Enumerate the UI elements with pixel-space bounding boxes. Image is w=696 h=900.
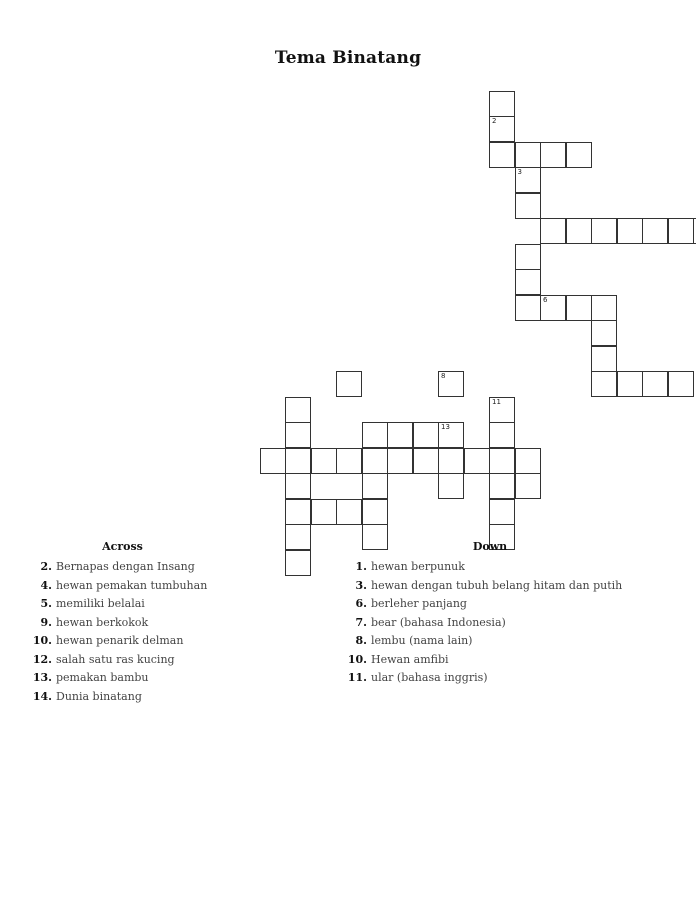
clue-number-label: 10. [32, 634, 52, 647]
clue-text: memiliki belalai [56, 597, 145, 610]
grid-cell[interactable] [515, 473, 541, 499]
clue-number: 6 [543, 295, 548, 304]
across-clue [30, 632, 240, 651]
clue-text: hewan berpunuk [371, 560, 465, 573]
clue-number-label: 8. [355, 634, 367, 647]
clue-number: 2 [492, 117, 497, 125]
clue-number: 13 [441, 423, 450, 431]
grid-cell[interactable] [515, 244, 541, 270]
grid-cell[interactable] [362, 448, 388, 474]
clue-number: 11 [492, 397, 501, 406]
grid-cell[interactable] [489, 499, 515, 525]
clue-text: pemakan bambu [56, 671, 149, 684]
clue-number-label: 14. [32, 689, 52, 703]
grid-cell[interactable] [285, 550, 311, 576]
grid-cell[interactable] [515, 193, 541, 219]
clue-number-label: 9. [40, 615, 52, 629]
grid-cell[interactable] [591, 320, 617, 346]
grid-cell[interactable] [285, 448, 311, 474]
clue-text: berleher panjang [371, 597, 467, 610]
down-clue [345, 595, 645, 614]
clue-number-label: 1. [355, 560, 367, 573]
grid-cell[interactable] [642, 371, 668, 397]
across-clue [30, 614, 240, 633]
grid-cell[interactable] [413, 448, 439, 474]
across-clue [30, 651, 240, 670]
across-clue [30, 688, 240, 707]
grid-cell[interactable] [668, 218, 694, 244]
grid-cell[interactable] [489, 116, 515, 142]
down-clue-list [345, 558, 645, 688]
grid-cell[interactable] [438, 448, 464, 474]
grid-cell[interactable] [489, 448, 515, 474]
grid-cell[interactable] [464, 448, 490, 474]
grid-cell[interactable] [566, 142, 592, 168]
grid-cell[interactable] [387, 448, 413, 474]
grid-cell[interactable] [285, 397, 311, 423]
grid-cell[interactable] [336, 499, 362, 525]
grid-cell[interactable] [515, 142, 541, 168]
clue-number-label: 3. [355, 578, 367, 592]
grid-cell[interactable] [515, 269, 541, 295]
across-clue [30, 595, 240, 614]
clue-text: hewan berkokok [56, 615, 149, 629]
down-clue [345, 669, 645, 688]
clue-text: lembu (nama lain) [371, 634, 473, 647]
clue-text: Hewan amfibi [371, 652, 449, 666]
clue-number-label: 13. [32, 671, 52, 684]
grid-cell[interactable] [617, 371, 643, 397]
down-clue [345, 614, 645, 633]
clue-number-label: 7. [355, 615, 367, 629]
down-clue [345, 632, 645, 651]
grid-cell[interactable] [566, 295, 592, 321]
across-clue [30, 669, 240, 688]
grid-cell[interactable] [362, 473, 388, 499]
clue-number-label: 10. [347, 652, 367, 666]
grid-cell[interactable] [311, 499, 337, 525]
grid-cell[interactable] [566, 218, 592, 244]
grid-cell[interactable] [285, 422, 311, 448]
clue-text: ular (bahasa inggris) [371, 671, 488, 684]
grid-cell[interactable] [540, 295, 566, 321]
clue-number-label: 5. [40, 597, 52, 610]
clue-text: Dunia binatang [56, 689, 142, 703]
grid-cell[interactable] [260, 448, 286, 474]
grid-cell[interactable] [362, 422, 388, 448]
grid-cell[interactable] [591, 371, 617, 397]
clue-number-label: 2. [40, 560, 52, 573]
grid-cell[interactable] [642, 218, 668, 244]
across-heading: Across [102, 540, 143, 553]
grid-cell[interactable] [668, 371, 694, 397]
grid-cell[interactable] [540, 142, 566, 168]
clue-number-label: 12. [32, 652, 52, 666]
grid-cell[interactable] [413, 422, 439, 448]
across-clues [30, 540, 240, 706]
puzzle-title: Tema Binatang [274, 48, 422, 68]
grid-cell[interactable] [515, 448, 541, 474]
grid-cell[interactable] [336, 371, 362, 397]
clue-text: salah satu ras kucing [56, 652, 175, 666]
clue-number-label: 6. [355, 597, 367, 610]
grid-cell[interactable] [540, 218, 566, 244]
grid-cell[interactable] [285, 499, 311, 525]
grid-cell[interactable] [438, 422, 464, 448]
grid-cell[interactable] [515, 295, 541, 321]
grid-cell[interactable] [617, 218, 643, 244]
grid-cell[interactable] [438, 473, 464, 499]
grid-cell[interactable] [591, 218, 617, 244]
grid-cell[interactable] [311, 448, 337, 474]
grid-cell[interactable] [489, 422, 515, 448]
clue-text: hewan dengan tubuh belang hitam dan putih [371, 578, 623, 592]
grid-cell[interactable] [489, 473, 515, 499]
down-heading: Down [472, 540, 508, 553]
grid-cell[interactable] [336, 448, 362, 474]
down-clue [345, 651, 645, 670]
clue-text: hewan penarik delman [56, 634, 184, 647]
clue-number: 3 [517, 168, 522, 176]
across-clue [30, 577, 240, 596]
grid-cell[interactable] [489, 397, 515, 423]
grid-cell[interactable] [387, 422, 413, 448]
across-clue [30, 558, 240, 577]
grid-cell[interactable] [285, 473, 311, 499]
clue-text: Bernapas dengan Insang [56, 560, 195, 573]
grid-cell[interactable] [591, 295, 617, 321]
clue-number-label: 11. [347, 671, 367, 684]
across-clue-list [30, 558, 240, 706]
grid-cell[interactable] [591, 346, 617, 372]
clue-number: 8 [441, 372, 446, 380]
grid-cell[interactable] [489, 142, 515, 168]
clue-number-label: 4. [40, 578, 52, 592]
clue-text: hewan pemakan tumbuhan [56, 578, 208, 592]
down-clue [345, 577, 645, 596]
grid-cell[interactable] [489, 91, 515, 117]
down-clues [345, 540, 645, 688]
grid-cell[interactable] [438, 371, 464, 397]
grid-cell[interactable] [362, 499, 388, 525]
grid-cell[interactable] [285, 524, 311, 550]
grid-cell[interactable] [515, 167, 541, 193]
down-clue [345, 558, 645, 577]
clue-text: bear (bahasa Indonesia) [371, 615, 506, 629]
